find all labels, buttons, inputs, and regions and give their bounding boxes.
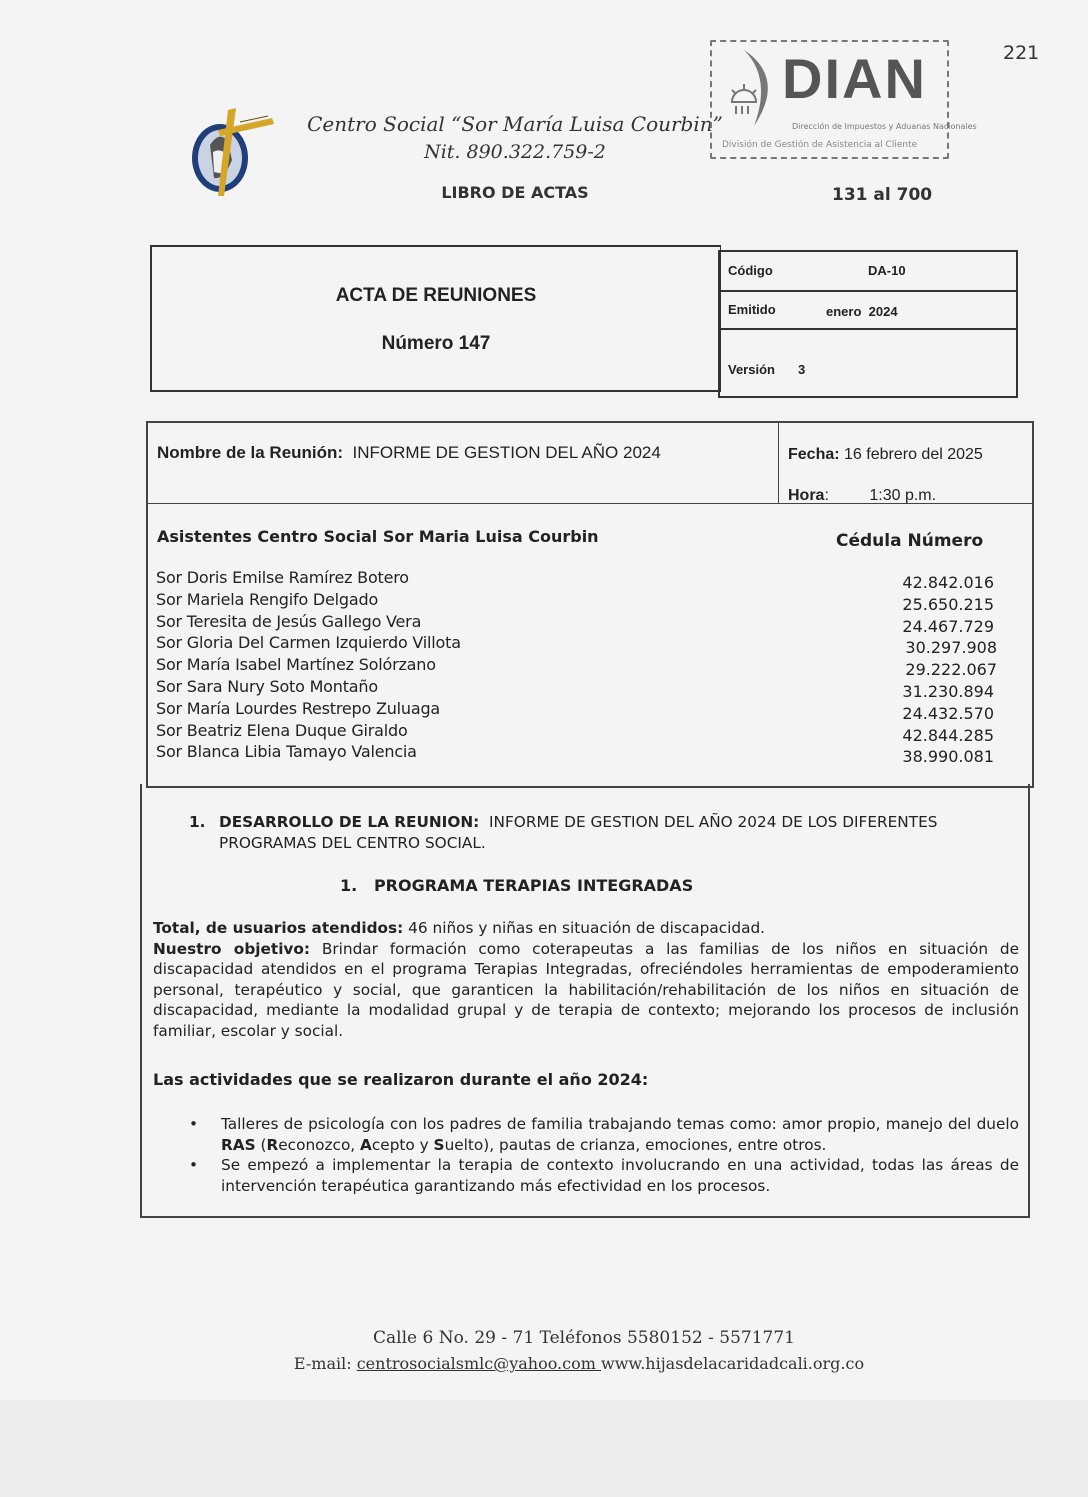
objective-label: Nuestro objetivo: [153,939,311,958]
act-title: ACTA DE REUNIONES [335,285,537,306]
bullet-icon: • [189,1115,199,1133]
organization-logo [188,100,280,200]
footer-website-link[interactable]: www.hijasdelacaridadcali.org.co [601,1354,865,1373]
activity-text: uelto), pautas de crianza, emociones, entre otros. [444,1135,827,1154]
book-range: 131 al 700 [832,185,933,205]
meta-issued-label: Emitido [728,302,776,317]
meta-code-value: DA-10 [868,263,906,278]
meeting-name-label: Nombre de la Reunión: [157,443,344,462]
dian-sun-icon [724,48,784,128]
development-heading [189,812,989,853]
activity-text: cepto y [371,1135,434,1154]
meeting-time-label: Hora [788,487,825,504]
divider [778,423,779,503]
attendees-header: Asistentes Centro Social Sor Maria Luisa Courbin [157,527,599,546]
attendee-row [156,699,994,721]
program-heading [340,876,693,897]
meta-version-row [720,330,1016,394]
attendee-row [156,677,994,699]
activity-text: ( [255,1135,267,1154]
attendee-row [156,742,994,767]
footer-address: Calle 6 No. 29 - 71 Teléfonos 5580152 - 5571771 [373,1328,795,1348]
attendee-name: Sor María Lourdes Restrepo Zuluaga [156,698,441,718]
objective-text: Brindar formación como coterapeutas a las familias de los niños en situación de discapacidad atendidos en el programa Terapias Integradas, ofreciéndoles herramientas de empoderamiento personal, terapéutico y social, que garanticen la habilitación/rehabilitación de los niños en situación de discapacidad, mediante la modalidad grupal y de terapia de contexto; mejorando los procesos de inclusión familiar, escolar y social. [153,939,1019,1040]
organization-nit: Nit. 890.322.759-2 [424,141,606,163]
meeting-name [157,443,661,463]
program-description [153,918,1019,1041]
attendee-row [156,612,994,634]
attendee-id: 25.650.215 [902,594,994,614]
attendee-id: 31.230.894 [902,681,994,701]
meeting-time-colon: : [824,487,829,504]
development-text: INFORME DE GESTION DEL AÑO 2024 DE LOS DIFERENTES PROGRAMAS DEL CENTRO SOCIAL. [219,813,938,852]
meeting-info-box [146,421,1034,788]
meeting-date-label: Fecha: [788,446,840,463]
program-title: PROGRAMA TERAPIAS INTEGRADAS [373,876,694,895]
activities-heading: Las actividades que se realizaron durante el año 2024: [153,1070,649,1089]
meeting-date-value: 16 febrero del 2025 [844,446,983,463]
attendee-name: Sor Beatriz Elena Duque Giraldo [156,720,408,740]
attendee-name: Sor Gloria Del Carmen Izquierdo Villota [156,633,461,653]
activity-text: econozco, [278,1135,361,1154]
attendee-id: 42.842.016 [902,573,994,592]
program-number: 1. [340,876,358,895]
meta-version-value: 3 [798,362,806,377]
total-users-label: Total, de usuarios atendidos: [153,919,404,937]
attendee-row [156,633,997,658]
organization-header [300,112,730,163]
attendee-name: Sor Teresita de Jesús Gallego Vera [156,611,422,631]
book-title: LIBRO DE ACTAS [441,183,589,202]
stamp-subtitle-2: División de Gestión de Asistencia al Cliente [722,140,918,150]
organization-name: Centro Social “Sor María Luisa Courbin” [307,112,723,136]
attendee-id: 42.844.285 [902,725,994,745]
meta-code-row [720,252,1016,292]
footer-contact [0,1354,1088,1373]
attendee-id: 38.990.081 [902,747,994,767]
attendee-id: 29.222.067 [905,660,997,680]
attendee-row [156,721,994,743]
attendee-id: 24.432.570 [902,703,994,723]
attendee-name: Sor María Isabel Martínez Solórzano [156,655,436,675]
attendee-row [156,655,997,680]
meeting-time-value: 1:30 p.m. [869,487,937,504]
activity-item [185,1155,1019,1196]
id-number-header: Cédula Número [836,531,984,551]
development-label: DESARROLLO DE LA REUNION: [219,813,480,831]
stamp-title: DIAN [782,47,927,110]
meeting-date [788,446,983,464]
act-number: Número 147 [381,333,491,354]
bullet-icon: • [189,1156,199,1174]
activity-bold: A [360,1135,372,1154]
attendee-id: 24.467.729 [902,616,994,636]
meta-version-label: Versión [728,362,775,377]
activity-bold: RAS [221,1135,256,1154]
activity-bold: S [433,1135,445,1154]
meta-code-label: Código [728,263,773,278]
meeting-time [788,487,936,505]
section-number: 1. [189,813,206,831]
page-number: 221 [1003,42,1040,64]
meeting-name-value: INFORME DE GESTION DEL AÑO 2024 [352,443,661,462]
act-title-box [150,245,721,392]
footer-email-link[interactable]: centrosocialsmlc@yahoo.com [356,1354,601,1373]
total-users-text: 46 niños y niñas en situación de discapacidad. [408,919,766,937]
attendee-id: 30.297.908 [905,638,997,658]
footer-email-label: E-mail: [293,1354,357,1373]
attendee-row [156,568,994,590]
attendees-list [156,568,997,767]
document-meta-box [718,250,1018,398]
attendee-row [156,590,994,612]
activity-text: Se empezó a implementar la terapia de contexto involucrando en una actividad, todas las áreas de intervención terapéutica garantizando más efectividad en los procesos. [221,1156,1019,1195]
attendee-name: Sor Mariela Rengifo Delgado [156,589,379,609]
attendee-name: Sor Doris Emilse Ramírez Botero [156,568,409,587]
dian-stamp [710,40,977,159]
scan-margin [0,1400,1088,1497]
development-box [140,784,1030,1218]
activity-item [185,1114,1019,1155]
attendee-name: Sor Blanca Libia Tamayo Valencia [156,742,417,762]
activity-bold: R [266,1135,279,1154]
meta-issued-row [720,292,1016,330]
stamp-subtitle: Dirección de Impuestos y Aduanas Nacionales [792,122,977,131]
activities-list [185,1114,1019,1196]
attendee-name: Sor Sara Nury Soto Montaño [156,676,378,696]
activity-text: Talleres de psicología con los padres de familia trabajando temas como: amor propio, manejo del duelo [221,1115,1019,1133]
meta-issued-value: enero 2024 [826,304,898,319]
